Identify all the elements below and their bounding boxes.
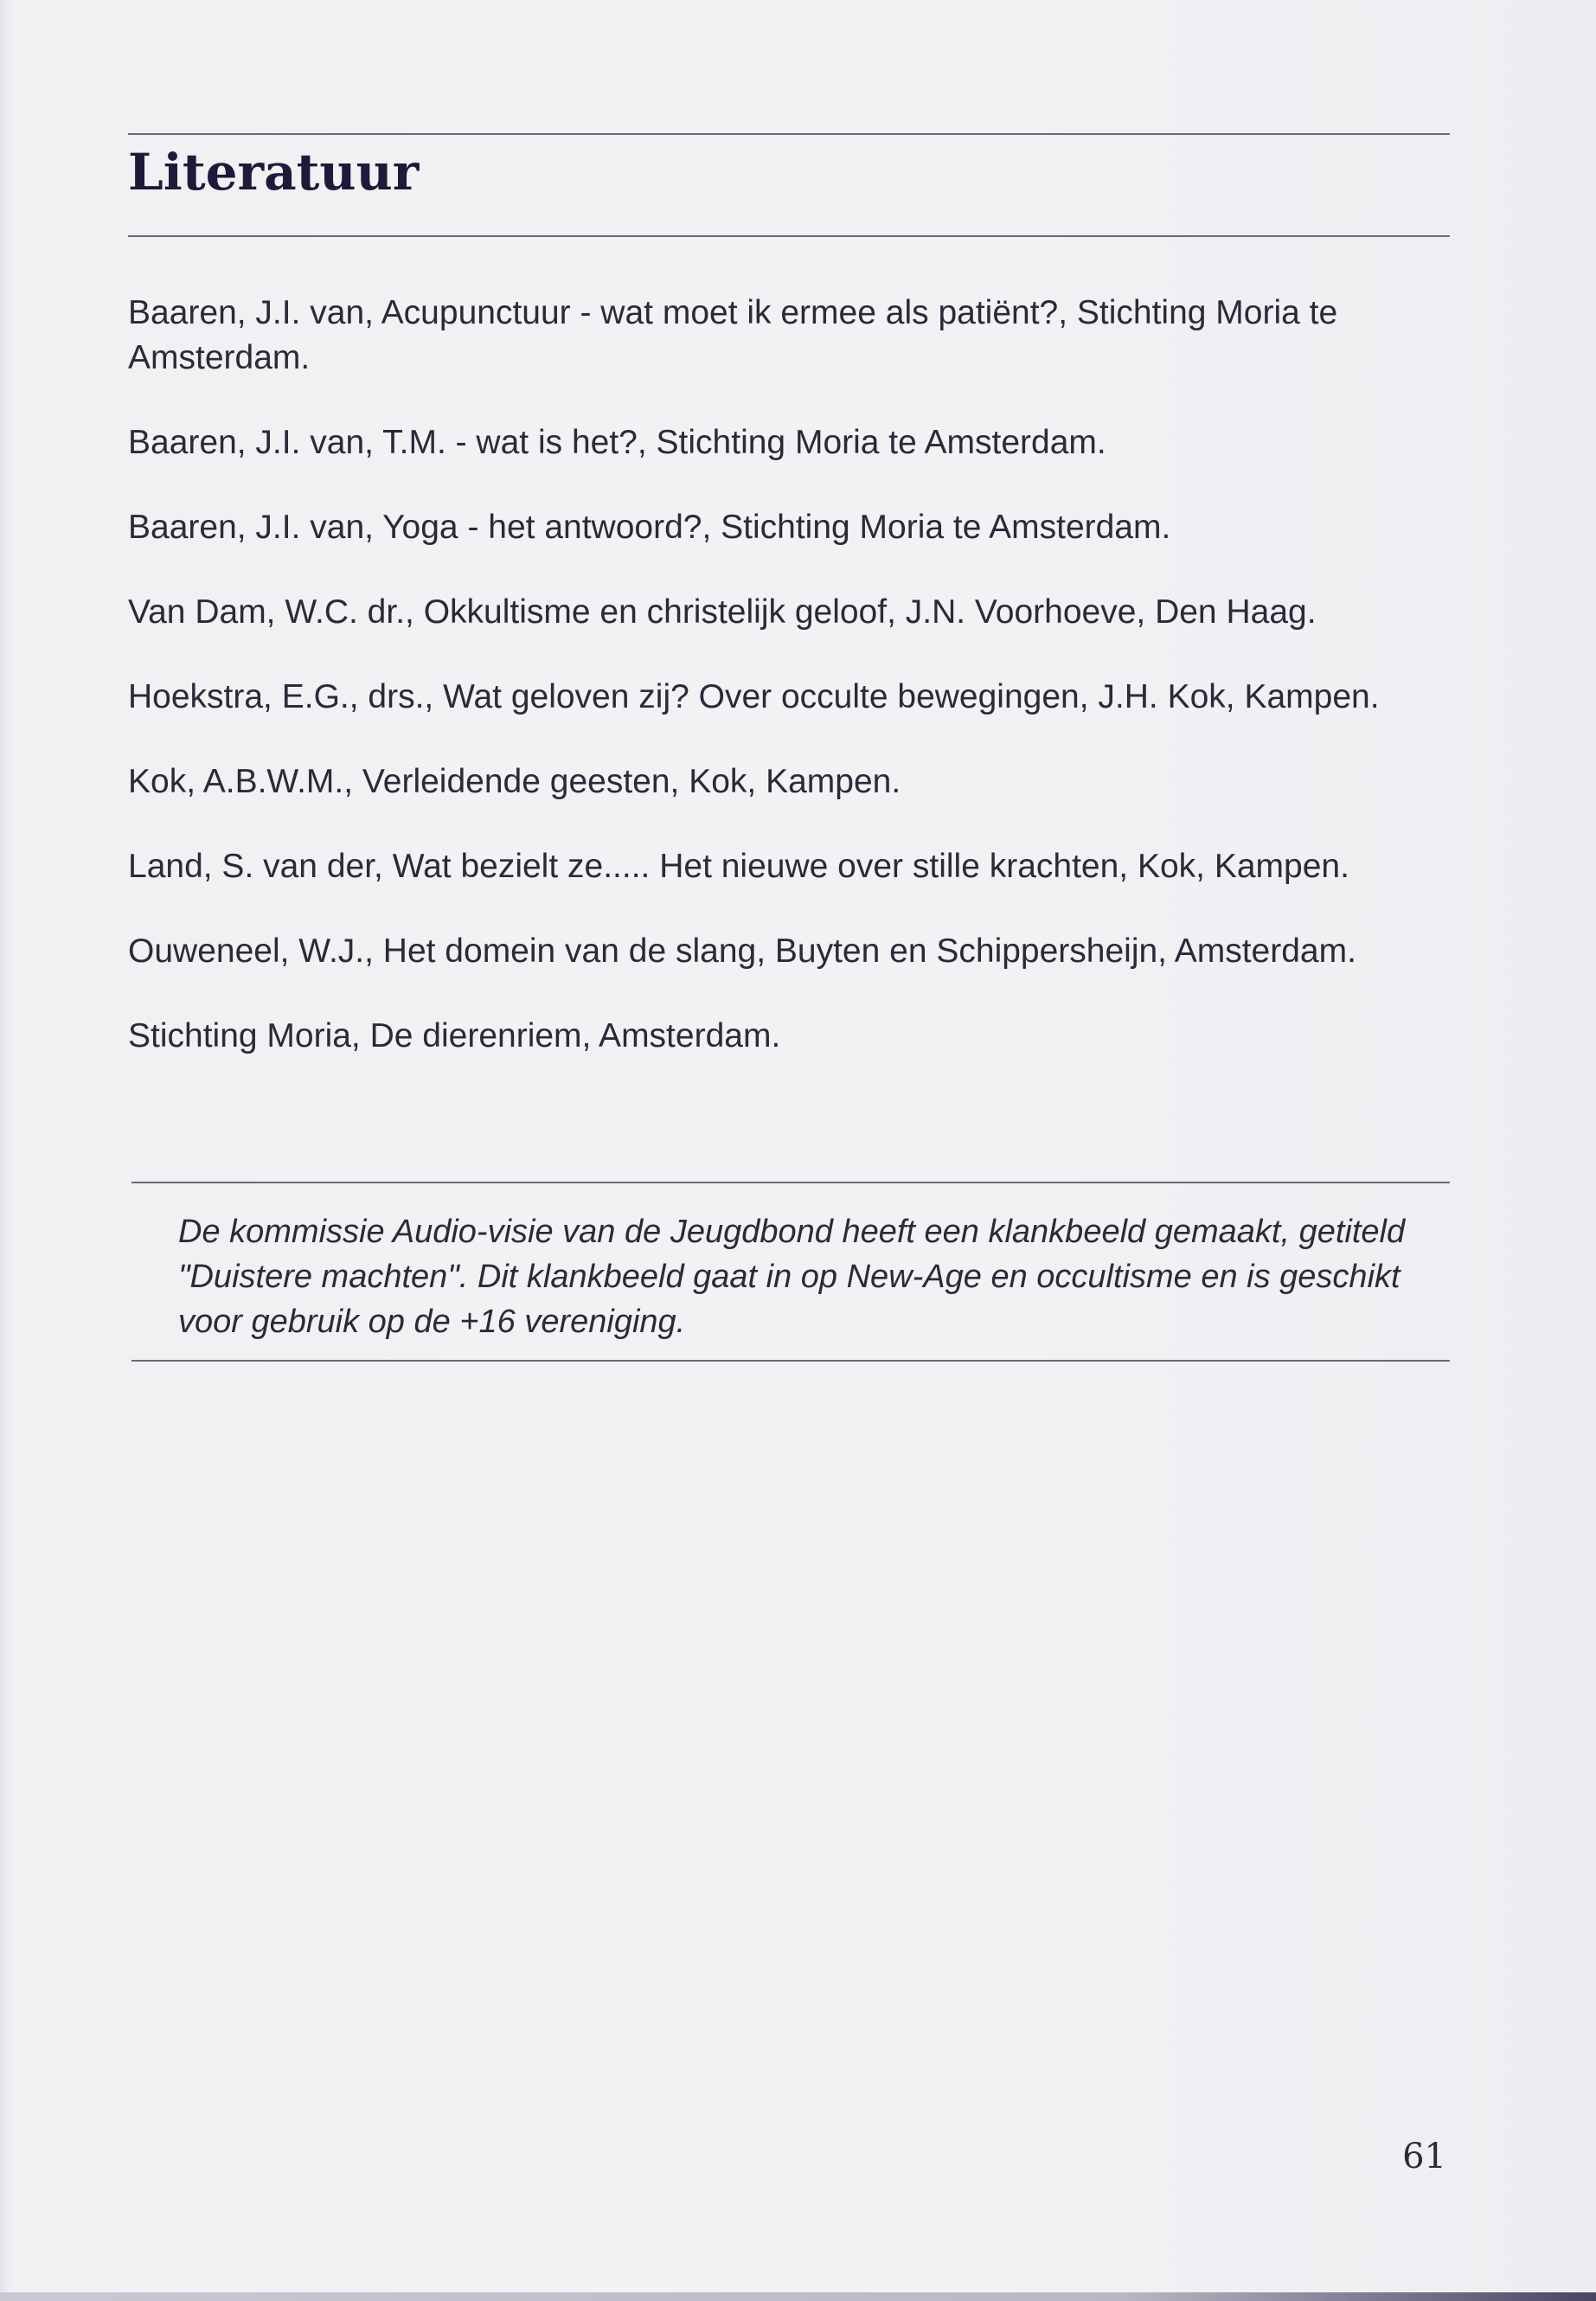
- note-bottom-rule: [131, 1360, 1450, 1362]
- reference-item: Ouweneel, W.J., Het domein van de slang, Buyten en Schippersheijn, Amsterdam.: [128, 933, 1356, 970]
- reference-item: Baaren, J.I. van, Yoga - het antwoord?, Stichting Moria te Amsterdam.: [128, 509, 1171, 546]
- reference-item: Baaren, J.I. van, T.M. - wat is het?, Stichting Moria te Amsterdam.: [128, 424, 1106, 461]
- note-top-rule: [131, 1182, 1450, 1183]
- reference-list: [128, 291, 1450, 1099]
- reference-item: Kok, A.B.W.M., Verleidende geesten, Kok, Kampen.: [128, 763, 901, 800]
- heading-bottom-rule: [128, 235, 1450, 237]
- note-text: De kommissie Audio-visie van de Jeugdbond heeft een klankbeeld gemaakt, getiteld "Duistere machten". Dit klankbeeld gaat in op New-Age en occultisme en is geschikt voor gebruik op de +16 vereniging.: [178, 1214, 1406, 1340]
- reference-item: Van Dam, W.C. dr., Okkultisme en christelijk geloof, J.N. Voorhoeve, Den Haag.: [128, 593, 1317, 631]
- reference-item: Stichting Moria, De dierenriem, Amsterdam.: [128, 1017, 781, 1054]
- reference-item: Land, S. van der, Wat bezielt ze..... Het nieuwe over stille krachten, Kok, Kampen.: [128, 848, 1349, 885]
- heading-top-rule: [128, 133, 1450, 135]
- page-title: Literatuur: [128, 143, 420, 202]
- page-number: 61: [1402, 2137, 1446, 2176]
- reference-item: Hoekstra, E.G., drs., Wat geloven zij? Over occulte bewegingen, J.H. Kok, Kampen.: [128, 678, 1380, 715]
- reference-item: Baaren, J.I. van, Acupunctuur - wat moet ik ermee als patiënt?, Stichting Moria te Amsterdam.: [128, 294, 1338, 376]
- scan-edge: [0, 2292, 1596, 2301]
